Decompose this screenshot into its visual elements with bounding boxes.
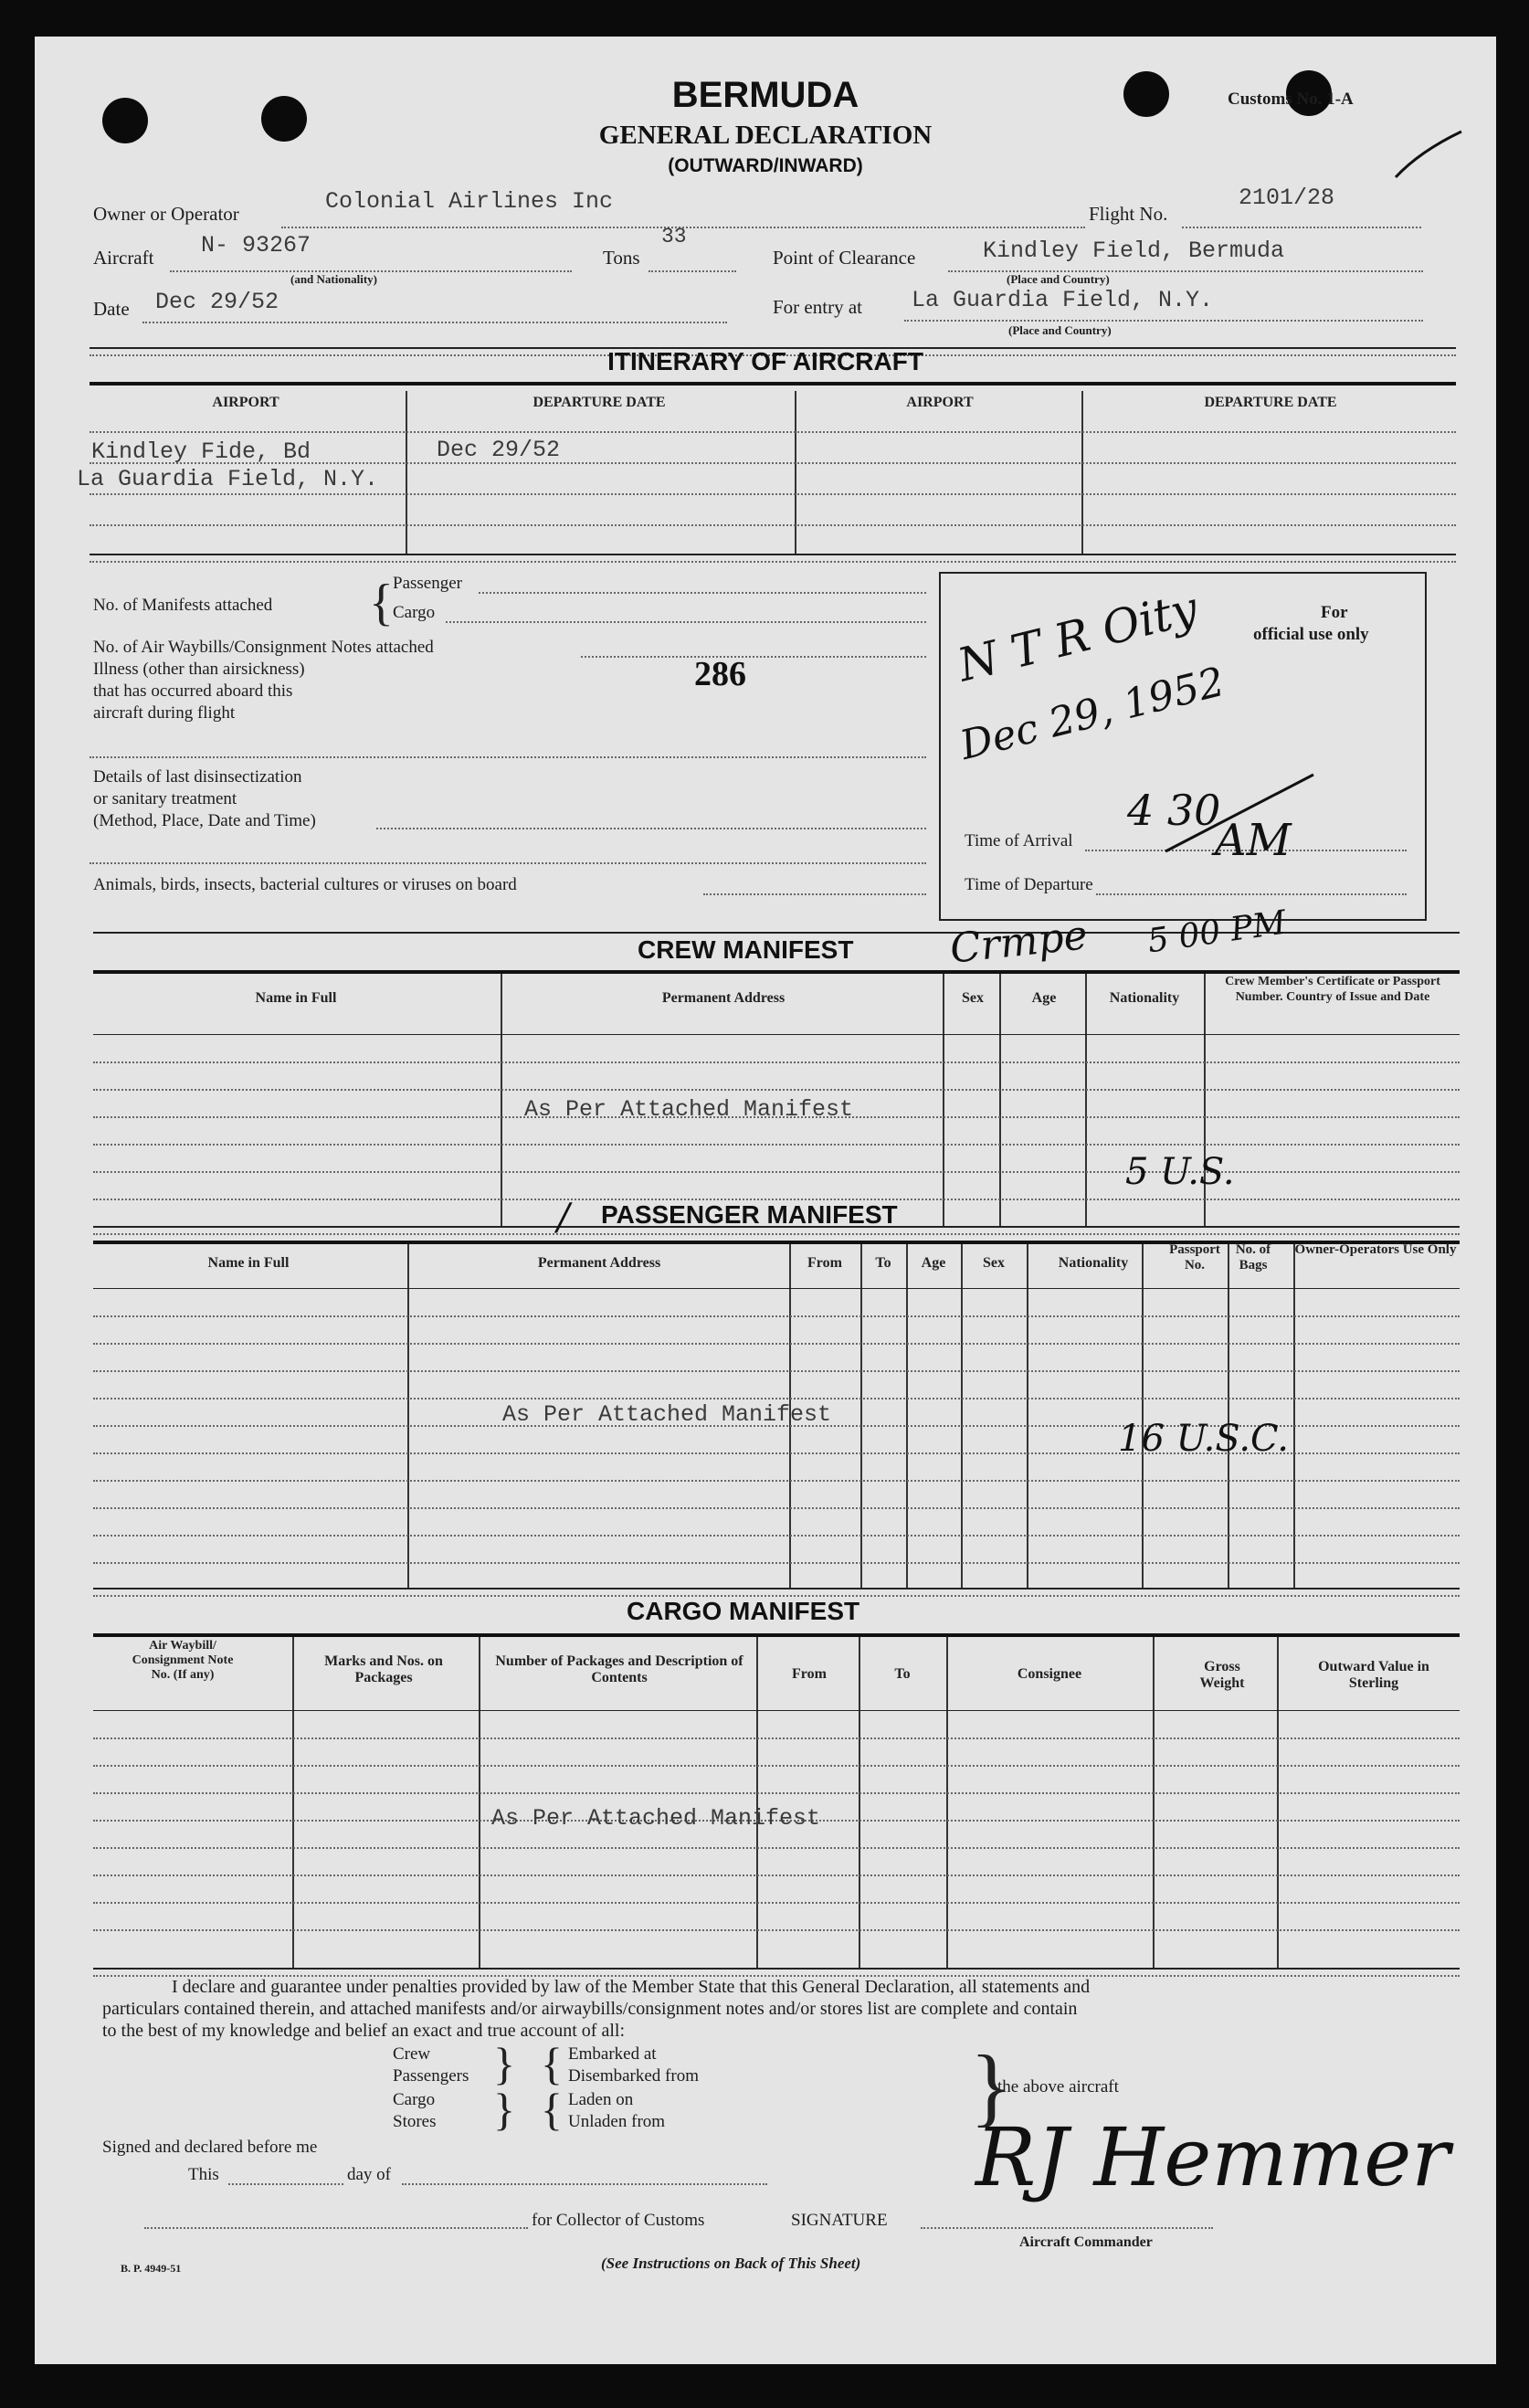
cargo-col-weight: Gross Weight [1199,1659,1245,1691]
illness-line1: Illness (other than airsickness) [93,660,305,679]
declaration-line1: I declare and guarantee under penalties provided by law of the Member State that this General Declaration, all statements and [172,1977,1091,1997]
disinsect-line [376,828,926,829]
rule [90,554,1456,555]
crew-hand-count: 5 U.S. [1125,1151,1235,1193]
aircraft-value: N- 93267 [201,232,311,259]
col-divider [859,1637,860,1970]
row-line [93,1370,1460,1372]
cargo-col-consignee: Consignee [1017,1666,1082,1682]
decl-commander: Aircraft Commander [1019,2234,1153,2250]
crew-col-certificate: Crew Member's Certificate or Passport Number. Country of Issue and Date [1225,975,1440,1004]
row-line [93,1902,1460,1904]
row-line [93,1875,1460,1876]
decl-passengers: Passengers [393,2066,469,2086]
crew-hand-note: Crmpe [947,912,1090,973]
decl-above-aircraft: the above aircraft [997,2077,1119,2096]
pass-col-name: Name in Full [207,1255,290,1271]
entry-note: (Place and Country) [1008,323,1112,337]
pass-col-address: Permanent Address [537,1255,661,1271]
manifests-label: No. of Manifests attached [93,596,273,615]
crew-col-name: Name in Full [255,990,337,1006]
disinsect-line2: or sanitary treatment [93,789,237,808]
flight-value: 2101/28 [1239,185,1335,211]
row-line [93,1710,1460,1711]
form-subtitle: (OUTWARD/INWARD) [668,155,863,176]
row-line [93,1398,1460,1399]
declaration-sheet [35,37,1496,2364]
cargo-label: Cargo [393,603,436,622]
official-use-only: official use only [1253,625,1369,644]
brace: } [493,2084,515,2135]
animals-line [703,893,926,895]
col-divider [756,1637,758,1970]
entry-label: For entry at [773,296,862,318]
decl-this: This [188,2165,219,2184]
cargo-col-waybill: Air Waybill/ Consignment Note No. (If any) [132,1639,234,1682]
disinsect-line3: (Method, Place, Date and Time) [93,811,316,830]
illness-line2: that has occurred aboard this [93,681,293,701]
col-divider [406,391,407,555]
flight-underline [1182,227,1421,228]
cargo-col-to: To [894,1666,911,1682]
disinsect-line1: Details of last disinsectization [93,767,302,787]
rule [93,1233,1460,1235]
itin-col-date-2: DEPARTURE DATE [1204,395,1337,410]
passenger-line [479,592,926,594]
row-line [93,1061,1460,1063]
waybills-label: No. of Air Waybills/Consignment Notes attached [93,638,434,657]
decl-embarked: Embarked at [568,2044,657,2064]
decl-laden: Laden on [568,2090,634,2109]
brace: } [493,2038,515,2089]
crew-col-address: Permanent Address [661,990,786,1006]
flight-label: Flight No. [1089,203,1168,225]
aircraft-note: (and Nationality) [290,272,377,286]
col-divider [1153,1637,1155,1970]
row-line [90,431,1456,433]
row-line [93,1765,1460,1767]
owner-value: Colonial Airlines Inc [325,188,614,215]
declaration-line3: to the best of my knowledge and belief an exact and true account of all: [102,2021,626,2041]
official-for: For [1321,603,1348,622]
pass-col-passport: Passport No. [1169,1242,1220,1273]
row-line [93,1847,1460,1849]
rule [93,1588,1460,1589]
pass-col-from: From [807,1255,842,1271]
departure-label: Time of Departure [965,875,1093,894]
brace: { [541,2038,563,2089]
decl-stores: Stores [393,2112,437,2131]
illness-line3: aircraft during flight [93,703,236,723]
crew-col-age: Age [1031,990,1057,1006]
pass-col-age: Age [921,1255,946,1271]
passenger-title: PASSENGER MANIFEST [601,1200,898,1229]
disinsect-line [90,862,926,864]
date-value: Dec 29/52 [155,289,279,315]
number-stamp: 286 [694,655,746,693]
row-line [93,1792,1460,1794]
rule [90,382,1456,385]
row-line [93,1929,1460,1931]
itin-row1-airport: Kindley Fide, Bd [91,438,311,465]
entry-underline [904,320,1423,322]
rule [93,1968,1460,1970]
col-divider [501,974,502,1226]
departure-line [1096,893,1407,895]
passenger-label: Passenger [393,574,462,593]
decl-signature-label: SIGNATURE [791,2211,888,2230]
row-line [93,1507,1460,1509]
declaration-line2: particulars contained therein, and attached manifests and/or airwaybills/consignment notes and/or stores list are complete and contain [102,1999,1078,2019]
row-line [93,1315,1460,1317]
animals-label: Animals, birds, insects, bacterial cultures or viruses on board [93,875,517,894]
date-label: Date [93,298,130,320]
day-line [402,2183,767,2185]
cargo-col-from: From [792,1666,827,1682]
crew-col-nationality: Nationality [1109,990,1180,1006]
row-line [93,1288,1460,1289]
pass-col-nationality: Nationality [1058,1255,1129,1271]
row-line [90,493,1456,495]
itin-row2-airport: La Guardia Field, N.Y. [77,466,379,492]
form-title: GENERAL DECLARATION [598,121,933,150]
brace: { [541,2084,563,2135]
hand-arrival: 4 30 [1127,786,1221,835]
col-divider [1277,1637,1279,1970]
crew-col-sex: Sex [962,990,984,1006]
cargo-col-packages: Number of Packages and Description of Contents [495,1653,743,1685]
cargo-col-marks: Marks and Nos. on Packages [324,1653,443,1685]
crew-title: CREW MANIFEST [638,935,854,964]
pass-col-owner: Owner-Operators Use Only [1294,1242,1457,1257]
row-line [93,1343,1460,1345]
decl-unladen: Unladen from [568,2112,666,2131]
clearance-label: Point of Clearance [773,247,916,269]
tons-underline [649,270,736,272]
decl-cargo: Cargo [393,2090,436,2109]
tons-value: 33 [661,225,687,248]
tons-label: Tons [603,247,640,269]
instructions-note: (See Instructions on Back of This Sheet) [601,2255,861,2272]
arrival-label: Time of Arrival [965,831,1073,850]
cargo-line [446,621,926,623]
owner-label: Owner or Operator [93,203,239,225]
rule [93,1633,1460,1637]
aircraft-label: Aircraft [93,247,154,269]
this-line [228,2183,343,2185]
form-number: B. P. 4949-51 [121,2262,182,2275]
decl-signed: Signed and declared before me [102,2138,318,2157]
cargo-typed-note: As Per Attached Manifest [491,1805,821,1832]
entry-value: La Guardia Field, N.Y. [912,287,1214,313]
row-line [93,1089,1460,1091]
crew-hand-time: 5 00 PM [1144,903,1289,961]
waybills-line [581,656,926,658]
brace: } [970,2037,1013,2135]
itin-col-airport-1: AIRPORT [212,395,279,410]
itinerary-title: ITINERARY OF AIRCRAFT [607,347,923,375]
clearance-value: Kindley Field, Bermuda [983,238,1285,264]
passenger-hand-mark: / [557,1197,570,1239]
row-line [93,1737,1460,1739]
decl-crew: Crew [393,2044,431,2064]
itin-col-date-1: DEPARTURE DATE [533,395,666,410]
cargo-title: CARGO MANIFEST [627,1597,860,1625]
manifests-brace: { [369,575,394,631]
col-divider [292,1637,294,1970]
col-divider [946,1637,948,1970]
hand-signature: RJ Hemmer [975,2110,1450,2204]
row-line [93,1034,1460,1035]
hand-am: AM [1215,815,1292,866]
itin-col-airport-2: AIRPORT [906,395,974,410]
row-line [93,1535,1460,1537]
row-line [93,1480,1460,1482]
country-heading: BERMUDA [671,75,859,115]
row-line [93,1144,1460,1146]
signature-line [921,2227,1213,2229]
date-underline [142,322,727,323]
pen-stroke [1392,121,1465,185]
col-divider [943,974,944,1226]
col-divider [999,974,1001,1226]
col-divider [1081,391,1083,555]
decl-collector: for Collector of Customs [532,2211,705,2230]
itin-row1-date: Dec 29/52 [437,437,561,463]
passenger-typed-note: As Per Attached Manifest [502,1401,832,1428]
pass-col-sex: Sex [983,1255,1005,1271]
pass-col-bags: No. of Bags [1235,1242,1271,1273]
col-divider [479,1637,480,1970]
collector-line [144,2227,528,2229]
hand-initials: N T R Oity [952,581,1203,692]
row-line [90,524,1456,526]
pass-col-to: To [875,1255,891,1271]
row-line [93,1171,1460,1173]
clearance-note: (Place and Country) [1007,272,1110,286]
illness-line [90,756,926,758]
row-line [93,1562,1460,1564]
col-divider [1085,974,1087,1226]
customs-number: Customs No. 1-A [1228,90,1354,109]
col-divider [795,391,796,555]
rule [90,561,1456,563]
passenger-hand-count: 16 U.S.C. [1118,1418,1289,1460]
cargo-col-value: Outward Value in Sterling [1318,1659,1429,1691]
decl-day-of: day of [347,2165,392,2184]
hand-date: Dec 29, 1952 [955,658,1229,770]
crew-typed-note: As Per Attached Manifest [524,1096,854,1123]
decl-disembarked: Disembarked from [568,2066,699,2086]
